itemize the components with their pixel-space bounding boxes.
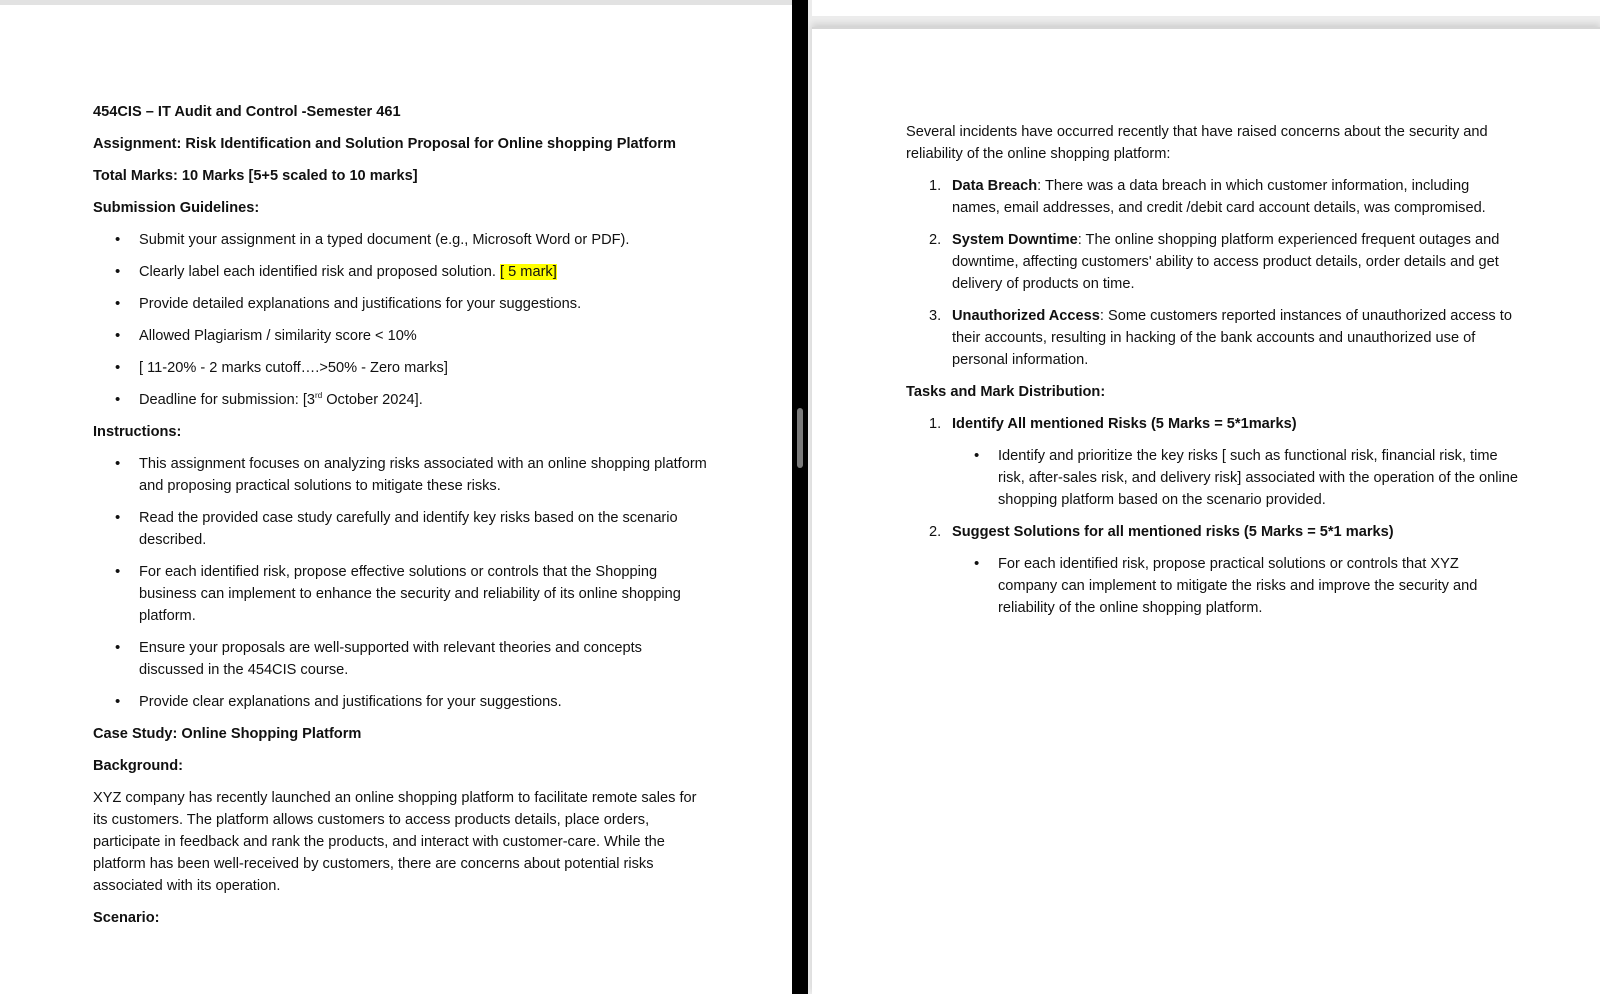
assignment-title: Assignment: Risk Identification and Solution Proposal for Online shopping Platform: [93, 136, 676, 152]
instructions-heading: Instructions:: [93, 424, 182, 440]
background-paragraph: XYZ company has recently launched an online shopping platform to facilitate remote sales for its customers. The platform allows customers to access products details, place orders, participate in feedback and rank the products, and interact with customer-care. While the platform has been well-received by customers, there are concerns about potential risks associated with its operation.: [93, 790, 697, 894]
case-study-heading: Case Study: Online Shopping Platform: [93, 726, 362, 742]
scenario-intro: Several incidents have occurred recently that have raised concerns about the security and reliability of the online shopping platform:: [906, 124, 1488, 162]
incident-title: System Downtime: [952, 232, 1078, 248]
incident-description: : Some customers reported instances of unauthorized access to their accounts, resulting in hacking of the bank accounts and unauthorized use of personal information.: [952, 308, 1512, 368]
document-body-right: [906, 121, 1521, 629]
task-sublist: [952, 445, 1521, 511]
deadline-text-end: October 2024].: [322, 392, 423, 408]
total-marks: Total Marks: 10 Marks [5+5 scaled to 10 marks]: [93, 168, 418, 184]
document-page-left: [0, 0, 792, 994]
list-item: [906, 175, 1521, 219]
incident-title: Data Breach: [952, 178, 1038, 194]
document-page-right: [812, 27, 1600, 994]
previous-page-edge: [812, 0, 1600, 16]
guideline-text: Allowed Plagiarism / similarity score < 10%: [139, 328, 417, 344]
list-item: [93, 357, 708, 379]
instructions-list: [93, 453, 708, 713]
document-pane-right: [808, 0, 1600, 994]
list-item: [93, 325, 708, 347]
list-item: • This assignment focuses on analyzing risks associated with an online shopping platform and proposing practical solutions to mitigate these risks.: [93, 453, 708, 497]
submission-guidelines-heading: Submission Guidelines:: [93, 200, 260, 216]
list-item: [93, 389, 708, 411]
list-number: 1.: [929, 416, 942, 432]
list-item: [906, 305, 1521, 371]
list-item: [93, 229, 708, 251]
list-item: • Ensure your proposals are well-supported with relevant theories and concepts discussed in the 454CIS course.: [93, 637, 708, 681]
background-heading: Background:: [93, 758, 183, 774]
guideline-text: Submit your assignment in a typed document (e.g., Microsoft Word or PDF).: [139, 232, 630, 248]
list-item: • Identify and prioritize the key risks [ such as functional risk, financial risk, time risk, after-sales risk, and delivery risk] associated with the operation of the online shopping platform based on the scenario provided.: [952, 445, 1521, 511]
incidents-list: [906, 175, 1521, 371]
scenario-heading: Scenario:: [93, 910, 160, 926]
deadline-text: Deadline for submission: [3: [139, 392, 316, 408]
list-number: 1.: [929, 178, 942, 194]
list-item: • Read the provided case study carefully and identify key risks based on the scenario described.: [93, 507, 708, 551]
list-item: [906, 521, 1521, 619]
submission-guidelines-list: [93, 229, 708, 411]
scrollbar-thumb[interactable]: [797, 408, 803, 468]
list-number: 3.: [929, 308, 942, 324]
list-item: [93, 261, 708, 283]
incident-title: Unauthorized Access: [952, 308, 1100, 324]
tasks-heading: Tasks and Mark Distribution:: [906, 384, 1106, 400]
list-number: 2.: [929, 524, 942, 540]
highlighted-mark: [ 5 mark]: [500, 264, 557, 280]
guideline-text: Provide detailed explanations and justifications for your suggestions.: [139, 296, 582, 312]
document-body-left: [93, 101, 708, 939]
tasks-list: [906, 413, 1521, 619]
list-number: 2.: [929, 232, 942, 248]
guideline-text: [ 11-20% - 2 marks cutoff….>50% - Zero marks]: [139, 360, 448, 376]
guideline-text: Clearly label each identified risk and proposed solution.: [139, 264, 501, 280]
page-divider: [792, 0, 808, 994]
ordinal-suffix: rd: [315, 391, 323, 400]
task-sublist: [952, 553, 1521, 619]
list-item: • For each identified risk, propose effective solutions or controls that the Shopping business can implement to enhance the security and reliability of its online shopping platform.: [93, 561, 708, 627]
list-item: [93, 293, 708, 315]
list-item: • Provide clear explanations and justifications for your suggestions.: [93, 691, 708, 713]
incident-description: : The online shopping platform experienced frequent outages and downtime, affecting customers' ability to access product details, order details and get delivery of products on time.: [952, 232, 1500, 292]
incident-description: : There was a data breach in which customer information, including names, email addresses, and credit /debit card account details, was compromised.: [952, 178, 1486, 216]
list-item: [906, 229, 1521, 295]
task-title: Suggest Solutions for all mentioned risks (5 Marks = 5*1 marks): [952, 524, 1394, 540]
course-title: 454CIS – IT Audit and Control -Semester 461: [93, 104, 401, 120]
task-title: Identify All mentioned Risks (5 Marks = 5*1marks): [952, 416, 1297, 432]
list-item: [906, 413, 1521, 511]
list-item: • For each identified risk, propose practical solutions or controls that XYZ company can implement to mitigate the risks and improve the security and reliability of the online shopping platform.: [952, 553, 1521, 619]
